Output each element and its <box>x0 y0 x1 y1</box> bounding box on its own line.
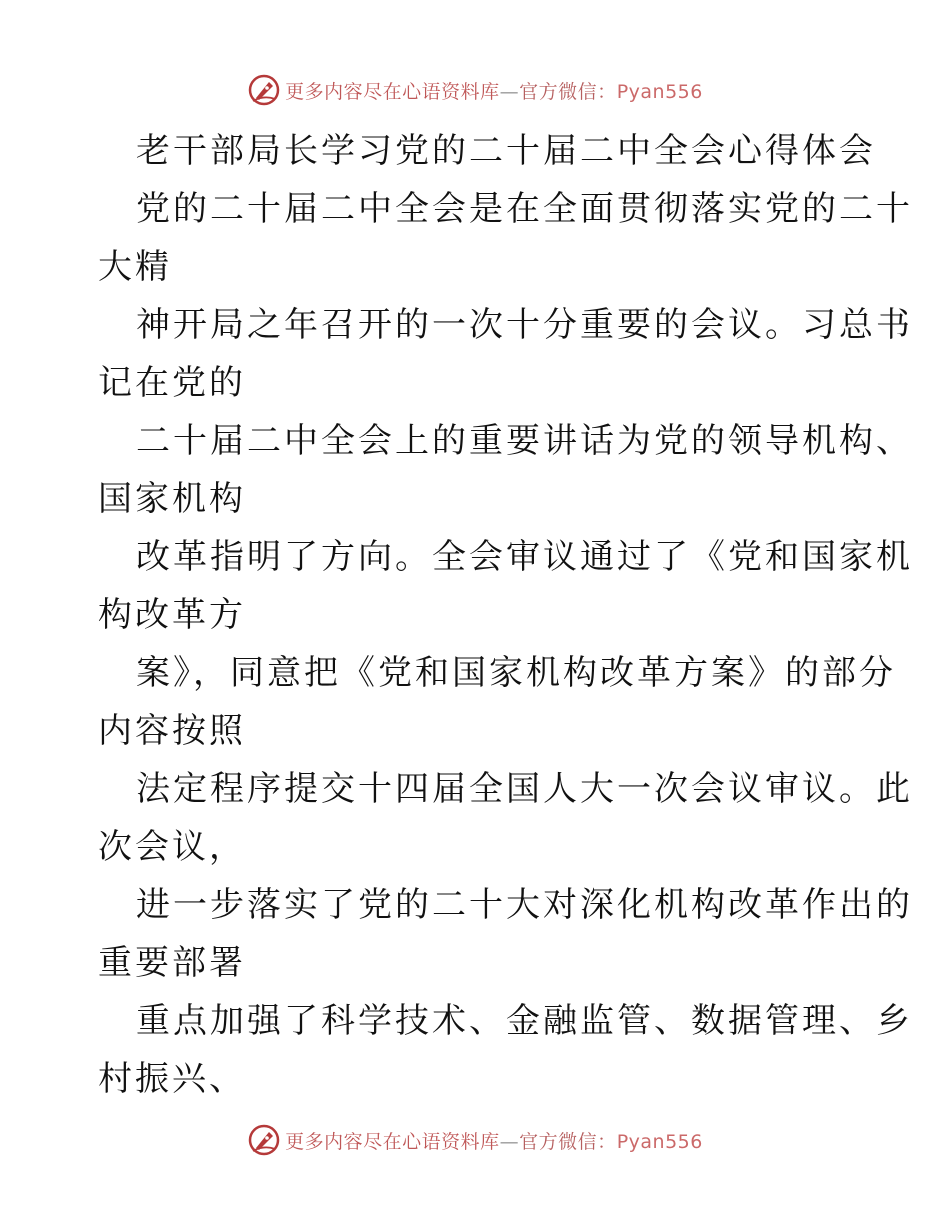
text-line: 重要部署 <box>98 943 246 983</box>
watermark-wechat-id: Pyan556 <box>616 1130 703 1153</box>
text-line: 改革指明了方向。全会审议通过了《党和国家机 <box>136 537 913 577</box>
watermark-text <box>285 1127 703 1154</box>
footer-watermark <box>0 1120 950 1160</box>
text-line: 二十届二中全会上的重要讲话为党的领导机构、 <box>136 421 913 461</box>
text-line: 党的二十届二中全会是在全面贯彻落实党的二十 <box>136 189 913 229</box>
text-line: 神开局之年召开的一次十分重要的会议。习总书 <box>136 305 913 345</box>
text-line: 构改革方 <box>98 595 246 635</box>
text-line: 次会议， <box>98 827 246 867</box>
watermark-slogan: 更多内容尽在心语资料库 <box>285 80 500 103</box>
pen-nib-logo-icon <box>247 1123 281 1157</box>
watermark-separator: — <box>499 1130 520 1153</box>
text-line: 进一步落实了党的二十大对深化机构改革作出的 <box>136 885 913 925</box>
watermark-slogan: 更多内容尽在心语资料库 <box>285 1130 500 1153</box>
pen-nib-logo-icon <box>247 73 281 107</box>
watermark-wechat-label: 官方微信： <box>519 80 617 103</box>
text-line: 法定程序提交十四届全国人大一次会议审议。此 <box>136 769 913 809</box>
document-body <box>98 122 913 1108</box>
text-line: 村振兴、 <box>98 1059 246 1099</box>
watermark-wechat-id: Pyan556 <box>616 80 703 103</box>
text-line: 国家机构 <box>98 479 246 519</box>
text-line: 重点加强了科学技术、金融监管、数据管理、乡 <box>136 1001 913 1041</box>
watermark-separator: — <box>499 80 520 103</box>
text-line: 案》，同意把《党和国家机构改革方案》的部分 <box>136 653 896 693</box>
header-watermark <box>0 70 950 110</box>
text-line: 内容按照 <box>98 711 246 751</box>
watermark-wechat-label: 官方微信： <box>519 1130 617 1153</box>
text-line: 大精 <box>98 247 172 287</box>
text-line: 记在党的 <box>98 363 246 403</box>
document-title: 老干部局长学习党的二十届二中全会心得体会 <box>136 131 876 171</box>
watermark-text <box>285 77 703 104</box>
